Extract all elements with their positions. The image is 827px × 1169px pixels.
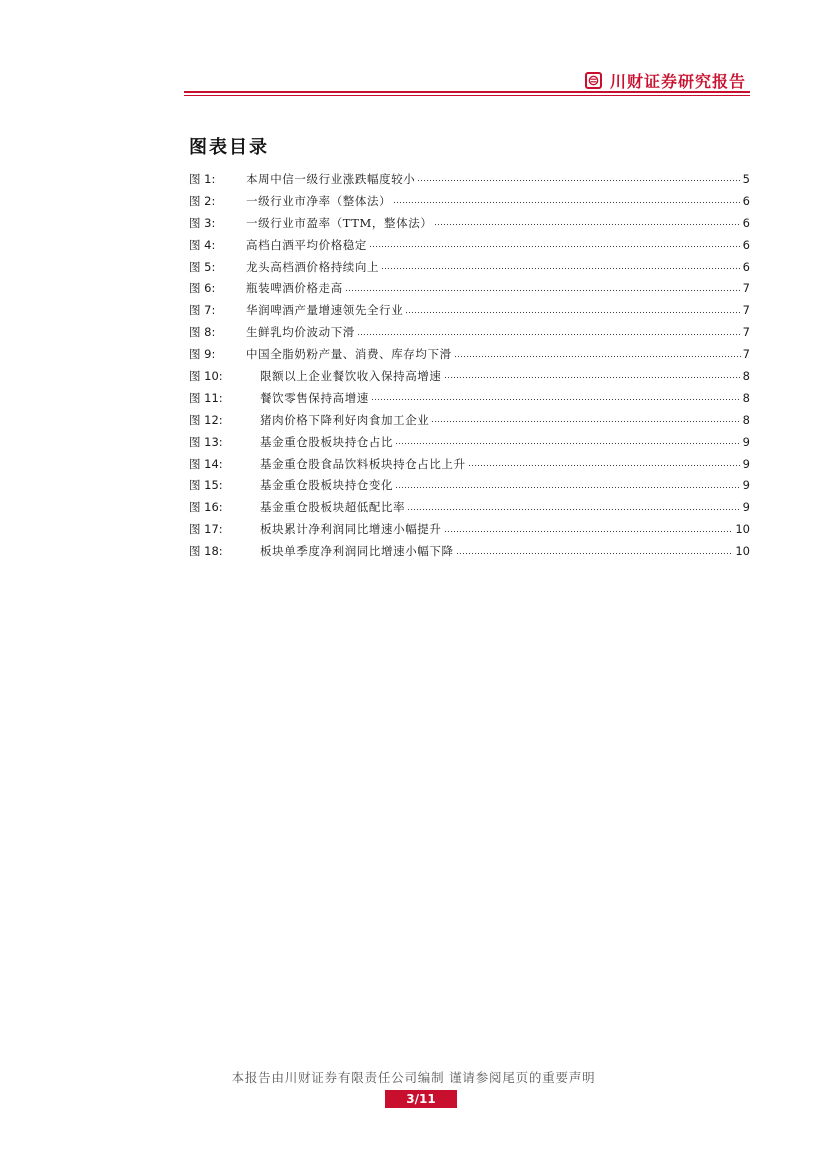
dot-leader — [456, 549, 734, 557]
figure-title: 猪肉价格下降利好肉食加工企业 — [260, 412, 430, 427]
toc-entry[interactable] — [189, 343, 750, 365]
page-reference: 9 — [742, 434, 750, 449]
dot-leader — [454, 352, 741, 360]
figure-title: 板块累计净利润同比增速小幅提升 — [260, 522, 442, 537]
page-reference: 8 — [742, 412, 750, 427]
figure-title: 高档白酒平均价格稳定 — [246, 237, 367, 252]
brand — [585, 69, 746, 92]
page-reference: 7 — [742, 303, 750, 318]
figure-title: 板块单季度净利润同比增速小幅下降 — [260, 544, 454, 559]
figure-number: 图 7: — [189, 303, 216, 318]
dot-leader — [431, 418, 740, 426]
figure-title: 中国全脂奶粉产量、消费、库存均下滑 — [246, 347, 452, 362]
page-reference: 9 — [742, 500, 750, 515]
toc-entry[interactable] — [189, 474, 750, 496]
figure-title: 一级行业市盈率（TTM，整体法） — [246, 215, 433, 230]
page-number: 3/11 — [385, 1090, 457, 1108]
page-reference: 10 — [735, 544, 750, 559]
page-reference: 6 — [742, 259, 750, 274]
dot-leader — [405, 308, 740, 316]
page-reference: 8 — [742, 390, 750, 405]
figure-number: 图 18: — [189, 544, 223, 559]
figure-number: 图 8: — [189, 325, 216, 340]
toc-entry[interactable] — [189, 431, 750, 453]
page-reference: 6 — [742, 237, 750, 252]
figure-table-of-contents — [189, 168, 750, 562]
figure-number: 图 13: — [189, 434, 223, 449]
page-reference: 7 — [742, 281, 750, 296]
toc-entry[interactable] — [189, 453, 750, 475]
figure-title: 基金重仓股板块持仓变化 — [260, 478, 394, 493]
figure-title: 限额以上企业餐饮收入保持高增速 — [260, 368, 442, 383]
figure-number: 图 3: — [189, 215, 216, 230]
dot-leader — [407, 505, 740, 513]
header-rule-thin — [184, 95, 750, 96]
toc-entry[interactable] — [189, 387, 750, 409]
figure-title: 基金重仓股板块持仓占比 — [260, 434, 394, 449]
toc-entry[interactable] — [189, 299, 750, 321]
figure-title: 华润啤酒产量增速领先全行业 — [246, 303, 404, 318]
chuancai-logo-icon — [585, 72, 602, 89]
figure-title: 餐饮零售保持高增速 — [260, 390, 369, 405]
figure-number: 图 4: — [189, 237, 216, 252]
header-rule — [184, 91, 750, 93]
page-reference: 9 — [742, 478, 750, 493]
page-reference: 7 — [742, 347, 750, 362]
page-reference: 7 — [742, 325, 750, 340]
figure-number: 图 15: — [189, 478, 223, 493]
figure-title: 瓶装啤酒价格走高 — [246, 281, 343, 296]
dot-leader — [395, 440, 741, 448]
dot-leader — [468, 462, 741, 470]
figure-number: 图 11: — [189, 390, 223, 405]
figure-number: 图 12: — [189, 412, 223, 427]
figure-title: 基金重仓股板块超低配比率 — [260, 500, 406, 515]
page-reference: 10 — [735, 522, 750, 537]
dot-leader — [444, 374, 741, 382]
figure-number: 图 2: — [189, 193, 216, 208]
figure-title: 本周中信一级行业涨跌幅度较小 — [246, 171, 416, 186]
dot-leader — [393, 199, 740, 207]
dot-leader — [371, 396, 741, 404]
dot-leader — [444, 527, 734, 535]
toc-entry[interactable] — [189, 496, 750, 518]
toc-title: 图表目录 — [189, 137, 269, 158]
toc-entry[interactable] — [189, 256, 750, 278]
dot-leader — [434, 221, 740, 229]
figure-number: 图 17: — [189, 522, 223, 537]
figure-number: 图 9: — [189, 347, 216, 362]
figure-title: 一级行业市净率（整体法） — [246, 193, 392, 208]
toc-entry[interactable] — [189, 190, 750, 212]
dot-leader — [357, 330, 741, 338]
dot-leader — [417, 177, 740, 185]
toc-entry[interactable] — [189, 518, 750, 540]
figure-number: 图 6: — [189, 281, 216, 296]
toc-entry[interactable] — [189, 212, 750, 234]
toc-entry[interactable] — [189, 168, 750, 190]
dot-leader — [395, 483, 741, 491]
toc-entry[interactable] — [189, 409, 750, 431]
disclaimer-note: 本报告由川财证券有限责任公司编制 谨请参阅尾页的重要声明 — [231, 1070, 596, 1085]
dot-leader — [369, 243, 741, 251]
brand-name: 川财证券研究报告 — [609, 72, 746, 91]
page-reference: 9 — [742, 456, 750, 471]
figure-title: 基金重仓股食品饮料板块持仓占比上升 — [260, 456, 466, 471]
page-reference: 6 — [742, 215, 750, 230]
figure-title: 生鲜乳均价波动下滑 — [246, 325, 355, 340]
figure-title: 龙头高档酒价格持续向上 — [246, 259, 380, 274]
toc-entry[interactable] — [189, 365, 750, 387]
page-reference: 6 — [742, 193, 750, 208]
dot-leader — [345, 286, 741, 294]
page-header — [184, 64, 750, 94]
figure-number: 图 5: — [189, 259, 216, 274]
page-reference: 5 — [742, 171, 750, 186]
figure-number: 图 16: — [189, 500, 223, 515]
figure-number: 图 10: — [189, 368, 223, 383]
toc-entry[interactable] — [189, 234, 750, 256]
figure-number: 图 1: — [189, 171, 216, 186]
page-reference: 8 — [742, 368, 750, 383]
dot-leader — [381, 265, 741, 273]
toc-entry[interactable] — [189, 321, 750, 343]
toc-entry[interactable] — [189, 277, 750, 299]
toc-entry[interactable] — [189, 540, 750, 562]
figure-number: 图 14: — [189, 456, 223, 471]
